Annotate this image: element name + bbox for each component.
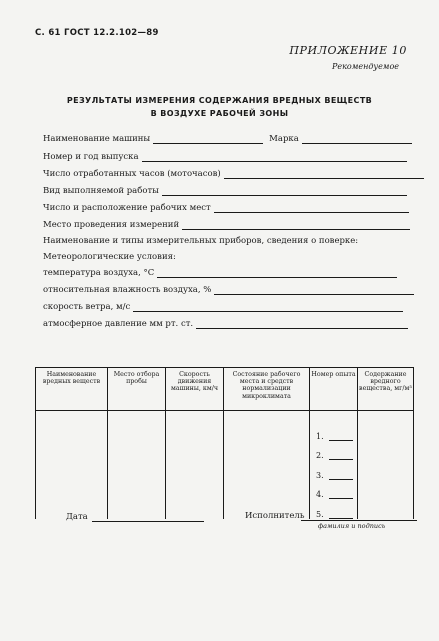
date-label: Дата [66,512,88,522]
cell-substances[interactable] [36,411,108,519]
col-header-concentration: Содержание вредного вещества, мг/м³ [358,368,414,411]
place-field[interactable] [182,220,410,230]
document-title-line1: РЕЗУЛЬТАТЫ ИЗМЕРЕНИЯ СОДЕРЖАНИЯ ВРЕДНЫХ ВЕЩЕСТВ [66,96,373,105]
measurement-table [35,367,414,519]
workplaces-label: Число и расположение рабочих мест [43,203,211,213]
humidity-field[interactable] [214,285,414,295]
date-field[interactable] [92,512,204,522]
cell-sampling-place[interactable] [108,411,166,519]
wind-label: скорость ветра, м/с [43,302,131,312]
page-header: С. 61 ГОСТ 12.2.102—89 [35,28,159,38]
hours-field[interactable] [224,169,424,179]
humidity-row [43,285,414,295]
executor-field[interactable] [301,511,417,521]
name-caption: фамилия и подпись [318,522,386,530]
appendix-title: ПРИЛОЖЕНИЕ 10 [289,44,407,57]
experiment-4-field[interactable] [329,490,353,499]
col-header-sampling-place: Место отбора пробы [108,368,166,411]
instruments-label: Наименование и типы измерительных приборов, сведения о поверке: [43,236,359,246]
pressure-field[interactable] [196,319,408,329]
work-type-label: Вид выполняемой работы [43,186,159,196]
machine-name-label: Наименование машины [43,134,151,144]
experiment-2-field[interactable] [329,451,353,460]
cell-concentration[interactable] [358,411,414,519]
number-year-label: Номер и год выпуска [43,152,139,162]
number-year-row [43,152,407,162]
brand-field[interactable] [302,134,412,144]
table-header-row [36,368,414,411]
brand-label: Марка [269,134,299,144]
experiment-number-5: 5. [316,509,324,519]
document-title-line2: В ВОЗДУХЕ РАБОЧЕЙ ЗОНЫ [150,109,289,118]
hours-row [43,169,424,179]
experiment-number-list [316,421,357,519]
temperature-row [43,268,397,278]
humidity-label: относительная влажность воздуха, % [43,285,212,295]
work-type-field[interactable] [162,186,407,196]
wind-row [43,302,403,312]
list-item [316,460,357,480]
col-header-speed: Скорость движения машины, км/ч [166,368,224,411]
hours-label: Число отработанных часов (моточасов) [43,169,221,179]
list-item [316,421,357,441]
col-header-workplace-state: Состояние рабочего места и средств нормализации микроклимата [224,368,310,411]
experiment-number-4: 4. [316,490,324,499]
cell-workplace-state[interactable] [224,411,310,519]
col-header-substances: Наименование вредных веществ [36,368,108,411]
cell-experiment-numbers [310,411,358,519]
experiment-1-field[interactable] [329,432,353,441]
experiment-number-3: 3. [316,470,324,480]
weather-label: Метеорологические условия: [43,252,176,262]
temperature-label: температура воздуха, °С [43,268,155,278]
executor-label: Исполнитель [245,511,305,521]
machine-name-field[interactable] [153,134,263,144]
workplaces-field[interactable] [214,203,409,213]
place-label: Место проведения измерений [43,220,180,230]
experiment-number-2: 2. [316,451,324,460]
pressure-label: атмосферное давление мм рт. ст. [43,319,194,329]
machine-name-row [43,134,412,144]
workplaces-row [43,203,409,213]
experiment-3-field[interactable] [329,471,353,480]
temperature-field[interactable] [157,268,397,278]
number-year-field[interactable] [142,152,407,162]
pressure-row [43,319,408,329]
cell-speed[interactable] [166,411,224,519]
list-item [316,480,357,500]
place-row [43,220,410,230]
appendix-subtitle: Рекомендуемое [332,62,399,71]
work-type-row [43,186,407,196]
experiment-number-1: 1. [316,431,324,441]
wind-field[interactable] [133,302,403,312]
table-row [36,411,414,519]
list-item [316,441,357,461]
col-header-experiment-number: Номер опыта [310,368,358,411]
